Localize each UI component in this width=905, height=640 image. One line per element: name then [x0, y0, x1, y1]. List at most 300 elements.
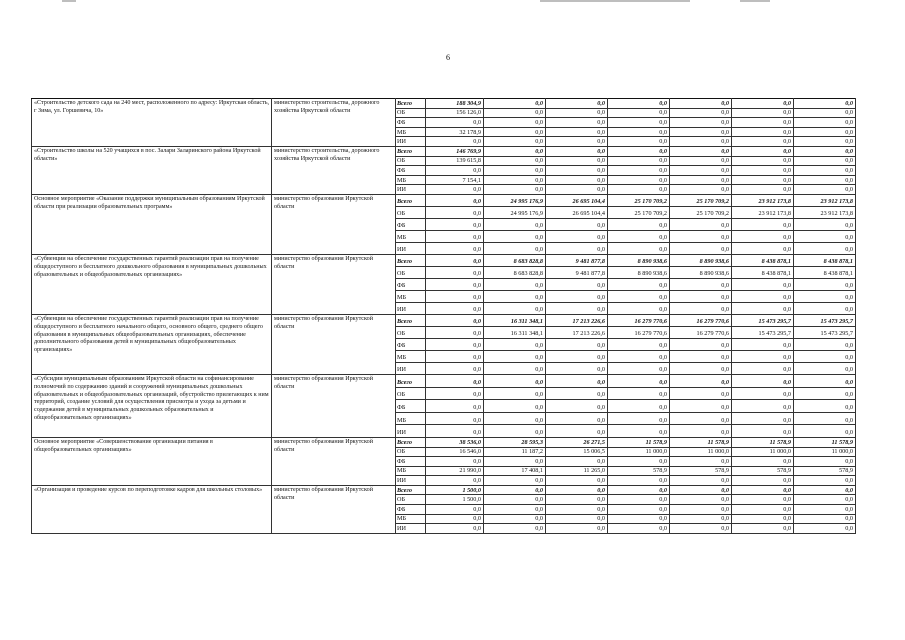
- amount-cell: 0,0: [670, 362, 732, 374]
- responsible-executor: министерство строительства, дорожного хозяйства Иркутской области: [272, 146, 396, 194]
- responsible-executor: министерство образования Иркутской области: [272, 485, 396, 533]
- amount-cell: 0,0: [426, 524, 484, 534]
- amount-cell: 0,0: [546, 185, 608, 195]
- funding-source: МБ: [396, 350, 426, 362]
- amount-cell: 0,0: [546, 175, 608, 185]
- amount-cell: 0,0: [732, 118, 794, 128]
- amount-cell: 0,0: [794, 185, 856, 195]
- amount-cell: 0,0: [546, 338, 608, 350]
- amount-cell: 23 912 173,8: [794, 206, 856, 218]
- amount-cell: 578,9: [794, 466, 856, 476]
- amount-cell: 0,0: [732, 175, 794, 185]
- amount-cell: 0,0: [608, 412, 670, 425]
- amount-cell: 0,0: [794, 230, 856, 242]
- amount-cell: 0,0: [426, 425, 484, 438]
- amount-cell: 0,0: [670, 127, 732, 137]
- amount-cell: 578,9: [732, 466, 794, 476]
- amount-cell: 0,0: [732, 99, 794, 109]
- amount-cell: 0,0: [794, 108, 856, 118]
- amount-cell: 0,0: [608, 387, 670, 400]
- funding-source: ОБ: [396, 266, 426, 278]
- measure-description: «Субвенции на обеспечение государственных гарантий реализации прав на получение общедоступного и бесплатного начального общего, основного общего, среднего общего образования в муниципальных общеобразовательных организациях, обеспечение дополнительного образования детей в муниципальных общеобразовательных организациях»: [32, 314, 272, 374]
- amount-cell: 0,0: [546, 278, 608, 290]
- funding-source: МБ: [396, 290, 426, 302]
- amount-cell: 26 695 104,4: [546, 194, 608, 206]
- amount-cell: 0,0: [484, 514, 546, 524]
- scan-edge-mark: [62, 0, 76, 2]
- amount-cell: 0,0: [670, 146, 732, 156]
- amount-cell: 0,0: [670, 290, 732, 302]
- amount-cell: 0,0: [484, 290, 546, 302]
- amount-cell: 0,0: [546, 476, 608, 486]
- funding-source: ИИ: [396, 242, 426, 254]
- amount-cell: 15 473 295,7: [732, 314, 794, 326]
- amount-cell: 0,0: [794, 400, 856, 413]
- amount-cell: 0,0: [426, 185, 484, 195]
- amount-cell: 26 271,5: [546, 437, 608, 447]
- amount-cell: 0,0: [426, 412, 484, 425]
- amount-cell: 0,0: [732, 485, 794, 495]
- amount-cell: 0,0: [484, 457, 546, 467]
- amount-cell: 0,0: [484, 338, 546, 350]
- amount-cell: 0,0: [670, 185, 732, 195]
- amount-cell: 1 500,0: [426, 485, 484, 495]
- amount-cell: 0,0: [608, 108, 670, 118]
- responsible-executor: министерство образования Иркутской области: [272, 254, 396, 314]
- amount-cell: 0,0: [608, 146, 670, 156]
- amount-cell: 0,0: [732, 302, 794, 314]
- amount-cell: 0,0: [608, 156, 670, 166]
- amount-cell: 15 473 295,7: [732, 326, 794, 338]
- measure-description: Основное мероприятие «Совершенствование организации питания в общеобразовательных организациях»: [32, 437, 272, 485]
- amount-cell: 0,0: [546, 457, 608, 467]
- funding-source: ФБ: [396, 166, 426, 176]
- amount-cell: 0,0: [732, 400, 794, 413]
- amount-cell: 0,0: [484, 156, 546, 166]
- amount-cell: 0,0: [426, 505, 484, 515]
- amount-cell: 0,0: [426, 290, 484, 302]
- amount-cell: 0,0: [670, 425, 732, 438]
- responsible-executor: министерство образования Иркутской области: [272, 194, 396, 254]
- responsible-executor: министерство образования Иркутской области: [272, 437, 396, 485]
- amount-cell: 7 154,1: [426, 175, 484, 185]
- amount-cell: 0,0: [670, 230, 732, 242]
- amount-cell: 0,0: [608, 278, 670, 290]
- amount-cell: 0,0: [732, 127, 794, 137]
- funding-source: Всего: [396, 99, 426, 109]
- amount-cell: 25 170 709,2: [608, 194, 670, 206]
- amount-cell: 0,0: [546, 495, 608, 505]
- amount-cell: 0,0: [484, 425, 546, 438]
- amount-cell: 0,0: [732, 457, 794, 467]
- amount-cell: 0,0: [670, 278, 732, 290]
- amount-cell: 0,0: [608, 485, 670, 495]
- responsible-executor: министерство образования Иркутской области: [272, 374, 396, 437]
- scan-edge-mark: [740, 0, 770, 2]
- amount-cell: 0,0: [608, 514, 670, 524]
- amount-cell: 0,0: [670, 118, 732, 128]
- amount-cell: 8 890 938,6: [670, 266, 732, 278]
- amount-cell: 578,9: [608, 466, 670, 476]
- amount-cell: 11 000,0: [794, 447, 856, 457]
- amount-cell: 24 995 176,9: [484, 194, 546, 206]
- amount-cell: 146 769,9: [426, 146, 484, 156]
- amount-cell: 0,0: [484, 505, 546, 515]
- amount-cell: 0,0: [546, 146, 608, 156]
- funding-source: МБ: [396, 230, 426, 242]
- amount-cell: 11 187,2: [484, 447, 546, 457]
- amount-cell: 0,0: [546, 108, 608, 118]
- amount-cell: 0,0: [670, 485, 732, 495]
- amount-cell: 0,0: [484, 476, 546, 486]
- amount-cell: 0,0: [670, 495, 732, 505]
- table-row-total: [32, 99, 856, 109]
- amount-cell: 0,0: [794, 137, 856, 147]
- amount-cell: 0,0: [546, 302, 608, 314]
- amount-cell: 0,0: [732, 166, 794, 176]
- amount-cell: 0,0: [732, 412, 794, 425]
- amount-cell: 28 595,3: [484, 437, 546, 447]
- funding-source: ОБ: [396, 108, 426, 118]
- funding-source: ФБ: [396, 278, 426, 290]
- amount-cell: 0,0: [794, 166, 856, 176]
- amount-cell: 0,0: [484, 374, 546, 387]
- amount-cell: 0,0: [732, 362, 794, 374]
- amount-cell: 0,0: [608, 175, 670, 185]
- funding-source: Всего: [396, 374, 426, 387]
- amount-cell: 0,0: [426, 302, 484, 314]
- amount-cell: 32 178,9: [426, 127, 484, 137]
- amount-cell: 0,0: [426, 457, 484, 467]
- amount-cell: 0,0: [670, 374, 732, 387]
- amount-cell: 188 304,9: [426, 99, 484, 109]
- amount-cell: 0,0: [732, 505, 794, 515]
- funding-source: МБ: [396, 127, 426, 137]
- amount-cell: 11 578,9: [732, 437, 794, 447]
- amount-cell: 25 170 709,2: [608, 206, 670, 218]
- amount-cell: 0,0: [732, 374, 794, 387]
- table-row-total: [32, 437, 856, 447]
- funding-source: ОБ: [396, 326, 426, 338]
- table-row-total: [32, 146, 856, 156]
- funding-source: ФБ: [396, 400, 426, 413]
- amount-cell: 26 695 104,4: [546, 206, 608, 218]
- amount-cell: 0,0: [794, 338, 856, 350]
- amount-cell: 0,0: [426, 387, 484, 400]
- amount-cell: 0,0: [670, 350, 732, 362]
- amount-cell: 0,0: [670, 400, 732, 413]
- amount-cell: 0,0: [608, 338, 670, 350]
- amount-cell: 11 000,0: [670, 447, 732, 457]
- funding-source: ИИ: [396, 524, 426, 534]
- funding-table: [31, 98, 856, 534]
- amount-cell: 0,0: [732, 278, 794, 290]
- amount-cell: 0,0: [670, 175, 732, 185]
- amount-cell: 0,0: [484, 362, 546, 374]
- amount-cell: 0,0: [608, 457, 670, 467]
- amount-cell: 9 481 877,8: [546, 254, 608, 266]
- amount-cell: 0,0: [426, 230, 484, 242]
- funding-source: ФБ: [396, 457, 426, 467]
- amount-cell: 0,0: [484, 302, 546, 314]
- amount-cell: 15 473 295,7: [794, 326, 856, 338]
- amount-cell: 0,0: [670, 302, 732, 314]
- amount-cell: 0,0: [426, 400, 484, 413]
- amount-cell: 15 473 295,7: [794, 314, 856, 326]
- funding-source: ФБ: [396, 338, 426, 350]
- funding-source: ОБ: [396, 156, 426, 166]
- funding-source: ИИ: [396, 362, 426, 374]
- amount-cell: 0,0: [670, 514, 732, 524]
- table-row-total: [32, 194, 856, 206]
- scan-edge-mark: [540, 0, 690, 2]
- amount-cell: 0,0: [670, 457, 732, 467]
- amount-cell: 0,0: [794, 505, 856, 515]
- amount-cell: 0,0: [546, 242, 608, 254]
- amount-cell: 0,0: [732, 290, 794, 302]
- amount-cell: 0,0: [426, 350, 484, 362]
- funding-source: Всего: [396, 314, 426, 326]
- amount-cell: 0,0: [546, 230, 608, 242]
- amount-cell: 0,0: [484, 400, 546, 413]
- amount-cell: 0,0: [426, 137, 484, 147]
- amount-cell: 0,0: [608, 230, 670, 242]
- amount-cell: 8 438 878,1: [794, 266, 856, 278]
- amount-cell: 0,0: [670, 99, 732, 109]
- table-row-total: [32, 485, 856, 495]
- amount-cell: 16 546,0: [426, 447, 484, 457]
- funding-source: Всего: [396, 254, 426, 266]
- amount-cell: 0,0: [794, 514, 856, 524]
- amount-cell: 0,0: [426, 266, 484, 278]
- amount-cell: 0,0: [546, 137, 608, 147]
- amount-cell: 0,0: [484, 175, 546, 185]
- amount-cell: 23 912 173,8: [732, 206, 794, 218]
- amount-cell: 0,0: [608, 99, 670, 109]
- funding-source: Всего: [396, 437, 426, 447]
- amount-cell: 0,0: [608, 362, 670, 374]
- amount-cell: 0,0: [732, 156, 794, 166]
- funding-source: ИИ: [396, 476, 426, 486]
- amount-cell: 0,0: [670, 476, 732, 486]
- measure-description: «Организация и проведение курсов по переподготовке кадров для школьных столовых»: [32, 485, 272, 533]
- amount-cell: 16 279 770,6: [670, 314, 732, 326]
- amount-cell: 0,0: [484, 185, 546, 195]
- funding-source: МБ: [396, 175, 426, 185]
- funding-source: ОБ: [396, 206, 426, 218]
- amount-cell: 0,0: [546, 400, 608, 413]
- amount-cell: 0,0: [426, 362, 484, 374]
- amount-cell: 0,0: [670, 338, 732, 350]
- amount-cell: 0,0: [732, 230, 794, 242]
- amount-cell: 0,0: [732, 350, 794, 362]
- funding-source: ОБ: [396, 495, 426, 505]
- amount-cell: 0,0: [608, 476, 670, 486]
- funding-source: ИИ: [396, 425, 426, 438]
- amount-cell: 0,0: [608, 425, 670, 438]
- amount-cell: 0,0: [546, 412, 608, 425]
- amount-cell: 0,0: [608, 495, 670, 505]
- amount-cell: 0,0: [546, 505, 608, 515]
- amount-cell: 11 000,0: [732, 447, 794, 457]
- amount-cell: 11 000,0: [608, 447, 670, 457]
- amount-cell: 0,0: [484, 350, 546, 362]
- amount-cell: 0,0: [670, 387, 732, 400]
- amount-cell: 0,0: [670, 166, 732, 176]
- amount-cell: 16 279 770,6: [608, 314, 670, 326]
- amount-cell: 0,0: [484, 485, 546, 495]
- amount-cell: 0,0: [484, 278, 546, 290]
- amount-cell: 16 279 770,6: [670, 326, 732, 338]
- amount-cell: 0,0: [546, 524, 608, 534]
- amount-cell: 0,0: [670, 137, 732, 147]
- amount-cell: 0,0: [608, 166, 670, 176]
- amount-cell: 0,0: [732, 146, 794, 156]
- amount-cell: 0,0: [546, 166, 608, 176]
- amount-cell: 0,0: [794, 485, 856, 495]
- amount-cell: 0,0: [546, 350, 608, 362]
- amount-cell: 0,0: [732, 218, 794, 230]
- amount-cell: 0,0: [608, 302, 670, 314]
- amount-cell: 24 995 176,9: [484, 206, 546, 218]
- amount-cell: 25 170 709,2: [670, 194, 732, 206]
- amount-cell: 0,0: [608, 185, 670, 195]
- amount-cell: 0,0: [546, 290, 608, 302]
- amount-cell: 0,0: [732, 242, 794, 254]
- amount-cell: 0,0: [484, 146, 546, 156]
- amount-cell: 0,0: [484, 412, 546, 425]
- measure-description: «Субвенции на обеспечение государственных гарантий реализации прав на получение общедоступного и бесплатного дошкольного образования в муниципальных дошкольных образовательных и общеобразовательных организациях»: [32, 254, 272, 314]
- amount-cell: 0,0: [670, 524, 732, 534]
- amount-cell: 0,0: [484, 524, 546, 534]
- funding-source: ИИ: [396, 137, 426, 147]
- amount-cell: 0,0: [484, 242, 546, 254]
- amount-cell: 0,0: [732, 495, 794, 505]
- measure-description: «Субсидии муниципальным образованиям Иркутской области на софинансирование полномочий по содержанию зданий и сооружений муниципальных дошкольных образовательных и общеобразовательных организаций, обустройство прилегающих к ним территорий, создание условий для осуществления присмотра и ухода за детьми и содержания детей в муниципальных дошкольных образовательных и общеобразовательных организациях»: [32, 374, 272, 437]
- funding-table-body: [32, 99, 856, 534]
- amount-cell: 0,0: [732, 108, 794, 118]
- amount-cell: 17 408,1: [484, 466, 546, 476]
- funding-source: Всего: [396, 194, 426, 206]
- amount-cell: 0,0: [794, 412, 856, 425]
- amount-cell: 0,0: [794, 425, 856, 438]
- amount-cell: 11 578,9: [670, 437, 732, 447]
- amount-cell: 0,0: [546, 387, 608, 400]
- amount-cell: 0,0: [426, 242, 484, 254]
- amount-cell: 0,0: [546, 99, 608, 109]
- amount-cell: 0,0: [794, 278, 856, 290]
- amount-cell: 0,0: [608, 524, 670, 534]
- amount-cell: 0,0: [484, 387, 546, 400]
- amount-cell: 0,0: [732, 185, 794, 195]
- amount-cell: 16 311 348,1: [484, 314, 546, 326]
- amount-cell: 0,0: [794, 99, 856, 109]
- amount-cell: 0,0: [426, 206, 484, 218]
- amount-cell: 0,0: [794, 302, 856, 314]
- amount-cell: 0,0: [670, 156, 732, 166]
- amount-cell: 0,0: [794, 362, 856, 374]
- amount-cell: 0,0: [608, 374, 670, 387]
- amount-cell: 0,0: [794, 524, 856, 534]
- amount-cell: 0,0: [794, 457, 856, 467]
- amount-cell: 8 683 828,8: [484, 254, 546, 266]
- amount-cell: 11 578,9: [794, 437, 856, 447]
- amount-cell: 0,0: [794, 387, 856, 400]
- amount-cell: 8 890 938,6: [608, 266, 670, 278]
- funding-source: ФБ: [396, 118, 426, 128]
- amount-cell: 0,0: [546, 362, 608, 374]
- amount-cell: 23 912 173,8: [794, 194, 856, 206]
- amount-cell: 0,0: [426, 278, 484, 290]
- table-row-total: [32, 254, 856, 266]
- amount-cell: 0,0: [794, 156, 856, 166]
- amount-cell: 0,0: [426, 254, 484, 266]
- amount-cell: 0,0: [794, 374, 856, 387]
- responsible-executor: министерство строительства, дорожного хозяйства Иркутской области: [272, 99, 396, 147]
- amount-cell: 0,0: [546, 425, 608, 438]
- amount-cell: 16 279 770,6: [608, 326, 670, 338]
- amount-cell: 0,0: [608, 350, 670, 362]
- amount-cell: 0,0: [546, 156, 608, 166]
- amount-cell: 0,0: [794, 350, 856, 362]
- amount-cell: 0,0: [794, 175, 856, 185]
- amount-cell: 0,0: [732, 476, 794, 486]
- amount-cell: 139 615,8: [426, 156, 484, 166]
- amount-cell: 0,0: [426, 194, 484, 206]
- amount-cell: 0,0: [546, 127, 608, 137]
- funding-source: ФБ: [396, 218, 426, 230]
- amount-cell: 0,0: [732, 524, 794, 534]
- amount-cell: 0,0: [426, 218, 484, 230]
- page-number: 6: [446, 53, 450, 62]
- funding-source: Всего: [396, 485, 426, 495]
- amount-cell: 0,0: [608, 242, 670, 254]
- amount-cell: 0,0: [426, 514, 484, 524]
- amount-cell: 8 890 938,6: [608, 254, 670, 266]
- funding-source: ИИ: [396, 302, 426, 314]
- amount-cell: 0,0: [426, 118, 484, 128]
- amount-cell: 0,0: [670, 412, 732, 425]
- amount-cell: 0,0: [732, 514, 794, 524]
- amount-cell: 0,0: [732, 137, 794, 147]
- amount-cell: 0,0: [484, 495, 546, 505]
- amount-cell: 0,0: [426, 338, 484, 350]
- funding-source: ИИ: [396, 185, 426, 195]
- amount-cell: 0,0: [426, 326, 484, 338]
- amount-cell: 0,0: [670, 218, 732, 230]
- measure-description: «Строительство детского сада на 240 мест, расположенного по адресу: Иркутская область, г Зима, ул. Горшевича, 10»: [32, 99, 272, 147]
- amount-cell: 0,0: [484, 218, 546, 230]
- amount-cell: 0,0: [484, 166, 546, 176]
- amount-cell: 0,0: [484, 99, 546, 109]
- amount-cell: 0,0: [484, 230, 546, 242]
- amount-cell: 0,0: [794, 127, 856, 137]
- amount-cell: 0,0: [608, 118, 670, 128]
- amount-cell: 0,0: [670, 108, 732, 118]
- amount-cell: 9 481 877,8: [546, 266, 608, 278]
- amount-cell: 11 578,9: [608, 437, 670, 447]
- amount-cell: 0,0: [484, 108, 546, 118]
- amount-cell: 0,0: [484, 118, 546, 128]
- amount-cell: 23 912 173,8: [732, 194, 794, 206]
- funding-source: МБ: [396, 412, 426, 425]
- amount-cell: 8 438 878,1: [732, 266, 794, 278]
- amount-cell: 0,0: [794, 242, 856, 254]
- amount-cell: 0,0: [546, 374, 608, 387]
- funding-source: Всего: [396, 146, 426, 156]
- amount-cell: 0,0: [546, 485, 608, 495]
- amount-cell: 0,0: [794, 118, 856, 128]
